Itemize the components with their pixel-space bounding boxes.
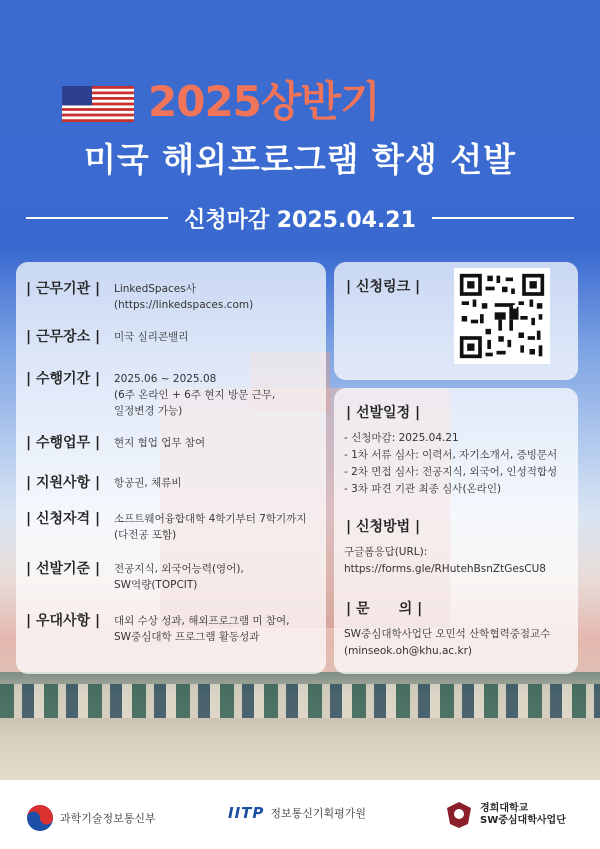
iitp-name: 정보통신기획평가원 — [270, 807, 367, 820]
info-key: | 신청자격 | — [26, 511, 101, 527]
info-key: | 근무장소 | — [26, 329, 101, 345]
us-flag-icon — [62, 86, 134, 122]
schedule-item: - 2차 면접 심사: 전공지식, 외국어, 인성적합성 — [344, 466, 558, 478]
info-key: | 수행업무 | — [26, 435, 101, 451]
info-key: | 우대사항 | — [26, 613, 101, 629]
info-row-period — [26, 370, 322, 419]
qr-code-icon[interactable] — [454, 268, 550, 364]
contact-text — [344, 626, 576, 660]
info-row-criteria — [26, 560, 322, 593]
info-value: 항공권, 체류비 — [114, 477, 182, 489]
info-value: 소프트웨어융합대학 4학기부터 7학기까지 (다전공 포함) — [114, 513, 307, 541]
title-year: 2025 — [148, 77, 261, 126]
info-row-preference — [26, 612, 322, 645]
info-value: 미국 실리콘밸리 — [114, 331, 189, 343]
schedule-card — [334, 388, 578, 674]
info-card — [16, 262, 326, 674]
page-title: 미국 해외프로그램 학생 선발 — [83, 140, 516, 179]
info-key: | 수행기간 | — [26, 371, 101, 387]
title-year-half — [148, 72, 380, 132]
info-row-organization — [26, 280, 322, 313]
schedule-title: | 선발일정 | — [346, 405, 421, 421]
info-value: 2025.06 ~ 2025.08 (6주 온라인 + 6주 현지 방문 근무, 일정변경 가능) — [114, 373, 276, 417]
info-row-location — [26, 328, 322, 346]
schedule-item: - 1차 서류 심사: 이력서, 자기소개서, 증빙문서 — [344, 449, 558, 461]
contact-email[interactable]: (minseok.oh@khu.ac.kr) — [344, 645, 473, 657]
schedule-item: - 신청마감: 2025.04.21 — [344, 432, 459, 444]
info-row-duty — [26, 434, 322, 452]
title-half: 상반기 — [260, 77, 380, 126]
khu-dept: SW중심대학사업단 — [480, 815, 566, 826]
info-key: | 선발기준 | — [26, 561, 101, 577]
iitp-mark: IITP — [228, 804, 265, 822]
khu-text-block — [480, 803, 566, 827]
info-value: 대외 수상 성과, 해외프로그램 미 참여, SW중심대학 프로그램 활동성과 — [114, 615, 290, 643]
khu-name: 경희대학교 — [480, 803, 529, 814]
apply-method-label: 구글폼응답(URL): — [344, 546, 428, 558]
schedule-list — [344, 430, 574, 498]
apply-method-text — [344, 544, 576, 578]
khu-logo — [444, 800, 566, 830]
msit-logo — [26, 804, 156, 832]
iitp-logo — [228, 804, 366, 822]
contact-title: | 문 의 | — [346, 601, 423, 617]
info-key: | 근무기관 | — [26, 281, 101, 297]
info-key: | 지원사항 | — [26, 475, 101, 491]
info-value: 전공지식, 외국어능력(영어), SW역량(TOPCIT) — [114, 563, 244, 591]
deadline-text: 신청마감 2025.04.21 — [184, 207, 416, 233]
msit-emblem-icon — [26, 804, 54, 832]
contact-person: SW중심대학사업단 오민석 산학협력중점교수 — [344, 628, 551, 640]
divider-line-left — [26, 217, 168, 219]
apply-link-title: | 신청링크 | — [346, 279, 421, 295]
khu-emblem-icon — [444, 800, 474, 830]
schedule-item: - 3차 파견 기관 최종 심사(온라인) — [344, 483, 502, 495]
apply-method-title: | 신청방법 | — [346, 519, 421, 535]
background-beach-chairs — [0, 684, 600, 718]
info-row-support — [26, 474, 322, 492]
footer — [0, 790, 600, 840]
deadline-banner — [26, 202, 574, 234]
divider-line-right — [432, 217, 574, 219]
msit-name: 과학기술정보통신부 — [60, 812, 156, 825]
info-value: LinkedSpaces사 (https://linkedspaces.com) — [114, 283, 254, 311]
info-row-eligibility — [26, 510, 322, 543]
apply-form-link[interactable]: https://forms.gle/RHutehBsnZtGesCU8 — [344, 563, 546, 575]
info-value: 현지 협업 업무 참여 — [114, 437, 206, 449]
